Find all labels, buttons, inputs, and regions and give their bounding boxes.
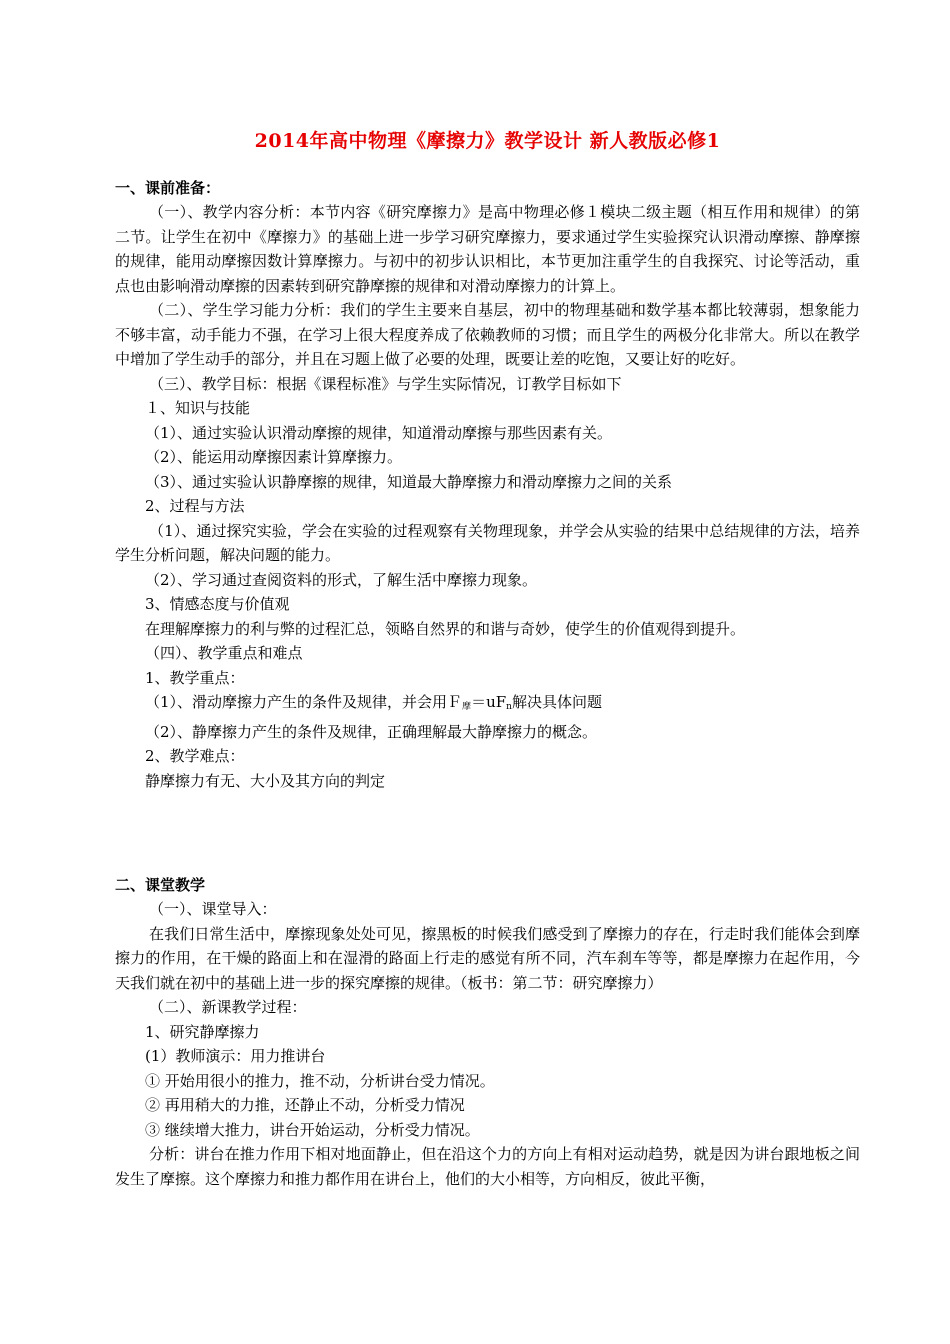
- paragraph-new-lesson: （二）、新课教学过程：: [149, 998, 307, 1016]
- goal-heading-process: 2、过程与方法: [145, 497, 245, 515]
- section-body-classroom: [115, 897, 860, 1191]
- goal-heading-attitude: 3、情感态度与价值观: [145, 595, 290, 613]
- section-heading-classroom: 二、课堂教学: [115, 876, 206, 894]
- paragraph-content-analysis: （一）、教学内容分析：本节内容《研究摩擦力》是高中物理必修１模块二级主题（相互作用和规律）的第二节。让学生在初中《摩擦力》的基础上进一步学习研究摩擦力，要求通过学生实验探究认识滑动摩擦、静摩擦的规律，能用动摩擦因数计算摩擦力。与初中的初步认识相比，本节更加注重学生的自我探究、讨论等活动，重点也由影响滑动摩擦的因素转到研究静摩擦的规律和对滑动摩擦力的计算上。: [115, 203, 860, 295]
- goal-heading-knowledge: １、知识与技能: [145, 399, 251, 417]
- goal-item: （3）、通过实验认识静摩擦的规律，知道最大静摩擦力和滑动摩擦力之间的关系: [145, 472, 673, 491]
- goal-item: （1）、通过实验认识滑动摩擦的规律，知道滑动摩擦与那些因素有关。: [145, 423, 613, 442]
- paragraph-intro-heading: （一）、课堂导入：: [149, 900, 277, 918]
- key-point-item: （2）、静摩擦力产生的条件及规律，正确理解最大静摩擦力的概念。: [145, 722, 598, 741]
- difficulty-item: 静摩擦力有无、大小及其方向的判定: [145, 771, 386, 790]
- paragraph-analysis: 分析：讲台在推力作用下相对地面静止，但在沿这个力的方向上有相对运动趋势，就是因为讲台跟地板之间发生了摩擦。这个摩擦力和推力都作用在讲台上，他们的大小相等，方向相反，彼此平衡，: [115, 1145, 860, 1188]
- formula-subscript: n: [506, 702, 512, 712]
- lesson-step: ③ 继续增大推力，讲台开始运动，分析受力情况。: [145, 1120, 480, 1139]
- goal-item: （1）、通过探究实验，学会在实验的过程观察有关物理现象，并学会从实验的结果中总结规律的方法，培养学生分析问题，解决问题的能力。: [115, 521, 860, 564]
- paragraph-student-analysis: （二）、学生学习能力分析：我们的学生主要来自基层，初中的物理基础和数学基本都比较薄弱，想象能力不够丰富，动手能力不强，在学习上很大程度养成了依赖教师的习惯；而且学生的两极分化非常大。所以在教学中增加了学生动手的部分，并且在习题上做了必要的处理，既要让差的吃饱，又要让好的吃好。: [115, 301, 860, 368]
- lesson-step: ② 再用稍大的力推，还静止不动，分析受力情况: [145, 1096, 465, 1114]
- goal-item: （2）、能运用动摩擦因素计算摩擦力。: [145, 448, 403, 466]
- section-body-preparation: [115, 200, 860, 793]
- difficulty-heading: 2、教学难点：: [145, 747, 245, 765]
- goal-item: 在理解摩擦力的利与弊的过程汇总，领略自然界的和谐与奇妙，使学生的价值观得到提升。: [145, 619, 746, 638]
- key-point-item: [115, 690, 860, 720]
- document-title: 2014年高中物理《摩擦力》教学设计 新人教版必修1: [254, 130, 721, 152]
- lesson-step-heading: 1、研究静摩擦力: [145, 1022, 260, 1041]
- lesson-step: (1）教师演示：用力推讲台: [145, 1047, 326, 1065]
- paragraph-key-points: （四）、教学重点和难点: [145, 644, 303, 662]
- lesson-step: ① 开始用很小的推力，推不动，分析讲台受力情况。: [145, 1071, 495, 1090]
- goal-item: （2）、学习通过查阅资料的形式，了解生活中摩擦力现象。: [145, 570, 538, 589]
- paragraph-intro: 在我们日常生活中，摩擦现象处处可见，擦黑板的时候我们感受到了摩擦力的存在，行走时我们能体会到摩擦力的作用，在干燥的路面上和在湿滑的路面上行走的感觉有所不同，汽车刹车等等，都是摩擦力在起作用，今天我们就在初中的基础上进一步的探究摩擦的规律。（板书：第二节：研究摩擦力）: [115, 924, 860, 992]
- formula-text: （1）、滑动摩擦力产生的条件及规律，并会用Ｆ: [145, 693, 463, 711]
- formula-text: ＝uF: [471, 693, 507, 711]
- key-point-heading: 1、教学重点：: [145, 668, 245, 687]
- paragraph-teaching-goals: （三）、教学目标：根据《课程标准》与学生实际情况，订教学目标如下: [149, 374, 622, 393]
- formula-subscript: 摩: [462, 702, 472, 712]
- section-heading-preparation: 一、课前准备：: [115, 179, 221, 197]
- formula-text: 解决具体问题: [511, 693, 602, 711]
